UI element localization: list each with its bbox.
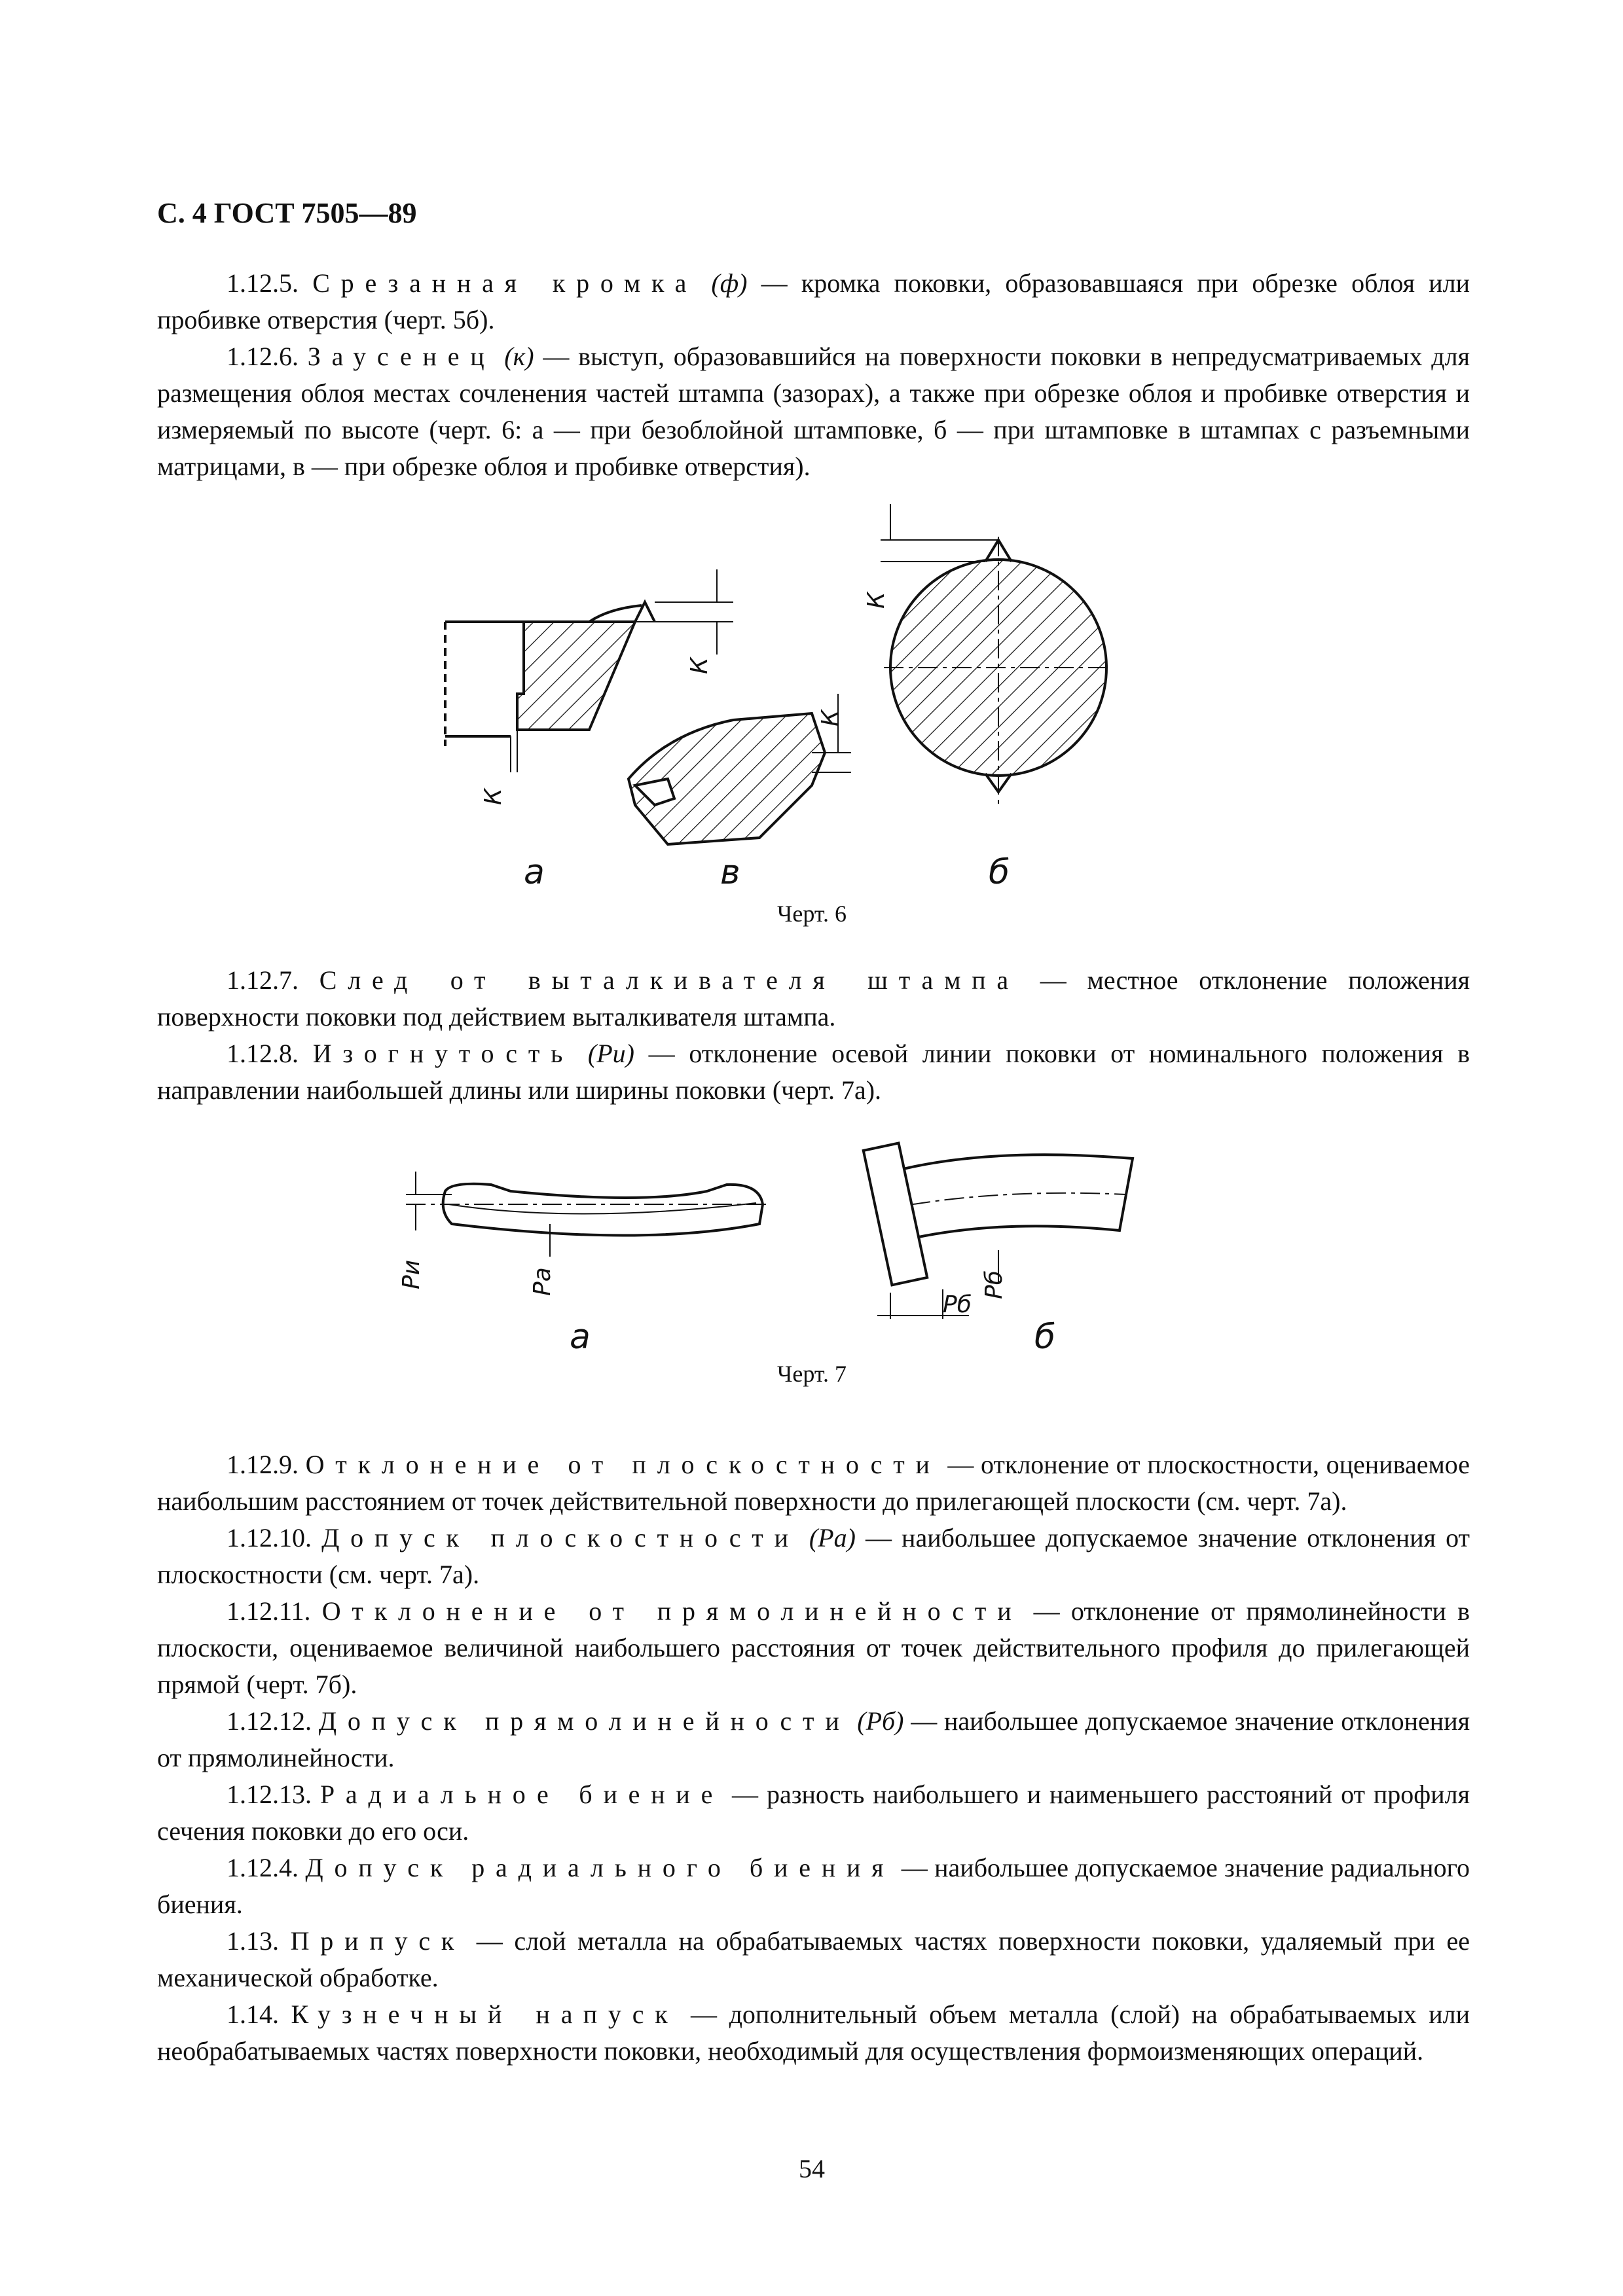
text-block-1 bbox=[157, 265, 1470, 485]
paragraph-1-12-10: 1.12.10. Допуск плоскостности (Pа) — наибольшее допускаемое значение отклонения от плоскостности (см. черт. 7а). bbox=[157, 1523, 1470, 1589]
figure-6v-part bbox=[629, 694, 851, 844]
paragraph-1-12-7: 1.12.7. След от выталкивателя штампа — местное отклонение положения поверхности поковки под действием выталкивателя штампа. bbox=[157, 965, 1470, 1031]
fig6b-dim-label: К bbox=[863, 592, 890, 609]
fig6a-dim-label-2: К bbox=[480, 788, 507, 805]
fig7-label-a: а bbox=[570, 1318, 591, 1357]
paragraph-1-13: 1.13. Припуск — слой металла на обрабатываемых частях поверхности поковки, удаляемый при ее механической обработке. bbox=[157, 1926, 1470, 1992]
text-block-2 bbox=[157, 962, 1470, 1109]
paragraph-1-12-5: 1.12.5. Срезанная кромка (ф) — кромка поковки, образовавшаяся при обрезке облоя или пробивке отверстия (черт. 5б). bbox=[157, 268, 1470, 334]
figure-7-drawing bbox=[380, 1126, 1165, 1381]
paragraph-1-12-11: 1.12.11. Отклонение от прямолинейности — отклонение от прямолинейности в плоскости, оцениваемое величиной наибольшего расстояния от точек действительного профиля до прилегающей прямой (черт. 7б). bbox=[157, 1596, 1470, 1699]
fig7b-dim-pb-2: Pб bbox=[981, 1270, 1008, 1299]
fig6v-dim-label: К bbox=[817, 709, 844, 726]
fig7-label-b: б bbox=[1034, 1318, 1056, 1357]
fig6-label-a: а bbox=[524, 853, 545, 892]
page-number: 54 bbox=[799, 2154, 825, 2183]
paragraph-1-12-12: 1.12.12. Допуск прямолинейности (Pб) — наибольшее допускаемое значение отклонения от прямолинейности. bbox=[157, 1706, 1470, 1772]
fig6a-dim-label: К bbox=[686, 657, 713, 674]
paragraph-1-12-9: 1.12.9. Отклонение от плоскостности — отклонение от плоскостности, оцениваемое наибольшим расстоянием от точек действительной поверхности до прилегающей плоскости (см. черт. 7а). bbox=[157, 1450, 1470, 1516]
figure-6b-part bbox=[863, 504, 1113, 805]
fig7a-dim-pa: Pа bbox=[529, 1267, 556, 1296]
page-header: С. 4 ГОСТ 7505—89 bbox=[157, 197, 417, 229]
figure-6-drawing bbox=[393, 497, 1244, 942]
fig6-label-b: б bbox=[989, 853, 1010, 892]
fig7a-dim-pi: Pи bbox=[398, 1259, 425, 1289]
paragraph-1-12-13: 1.12.13. Радиальное биение — разность наибольшего и наименьшего расстояний от профиля сечения поковки до его оси. bbox=[157, 1780, 1470, 1846]
figure-7-caption: Черт. 7 bbox=[777, 1361, 847, 1387]
figure-6-caption: Черт. 6 bbox=[777, 901, 847, 927]
figure-7b-part bbox=[864, 1143, 1133, 1319]
fig7b-dim-pb-1: Pб bbox=[943, 1291, 972, 1318]
paragraph-1-14: 1.14. Кузнечный напуск — дополнительный объем металла (слой) на обрабатываемых или необрабатываемых частях поверхности поковки, необходимый для осуществления формоизменяющих операций. bbox=[157, 2000, 1470, 2066]
text-block-3 bbox=[157, 1446, 1470, 2070]
paragraph-1-12-6: 1.12.6. Заусенец (к) — выступ, образовавшийся на поверхности поковки в непредусматриваемых для размещения облоя местах сочленения частей штампа (зазорах), а также при обрезке облоя и пробивке отверстия и измеряемый по высоте (черт. 6: а — при безоблойной штамповке, б — при штамповке в штампах с разъемными матрицами, в — при обрезке облоя и пробивке отверстия). bbox=[157, 342, 1470, 481]
paragraph-1-12-8: 1.12.8. Изогнутость (Pи) — отклонение осевой линии поковки от номинального положения в направлении наибольшей длины или ширины поковки (черт. 7а). bbox=[157, 1039, 1470, 1105]
figure-7a-part bbox=[398, 1172, 766, 1296]
paragraph-1-12-4: 1.12.4. Допуск радиального биения — наибольшее допускаемое значение радиального биения. bbox=[157, 1853, 1470, 1919]
fig6-label-v: в bbox=[720, 853, 740, 892]
